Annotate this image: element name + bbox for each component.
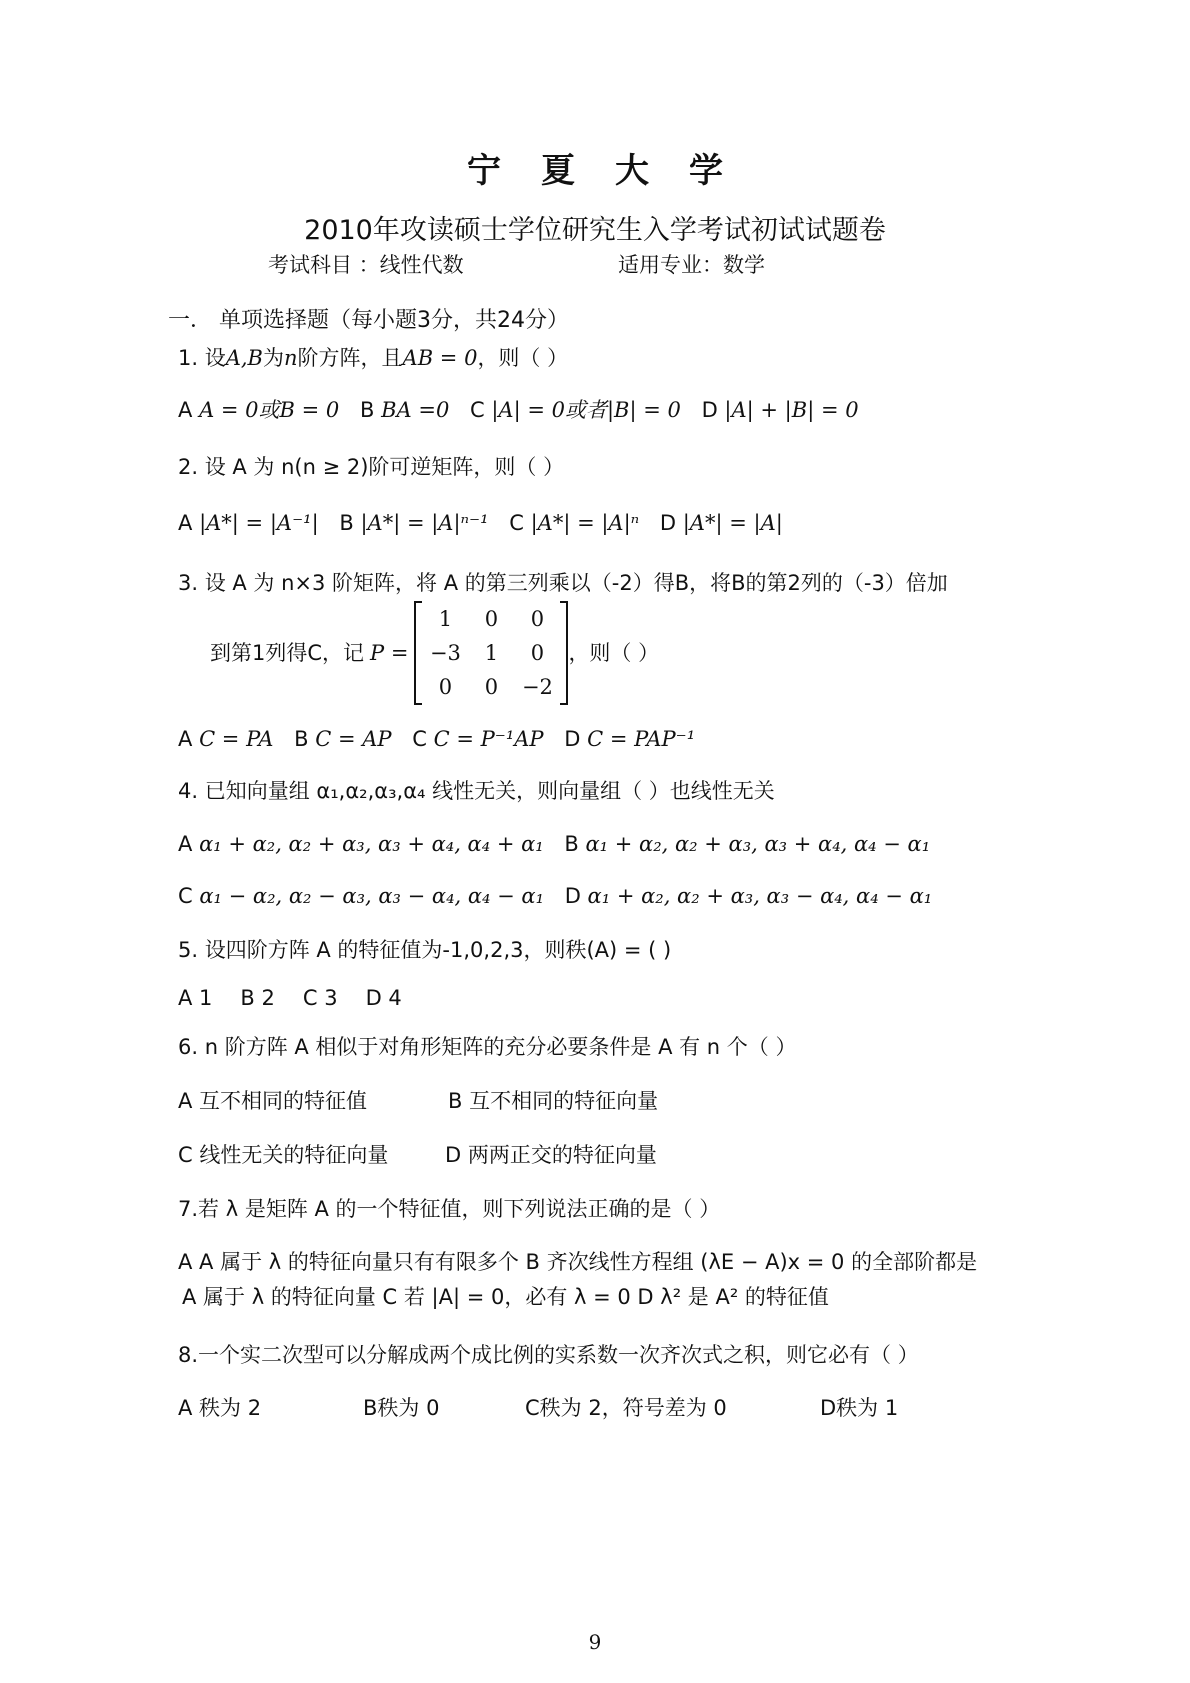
q6-option-c: C 线性无关的特征向量: [178, 1143, 389, 1167]
question-2-options: [178, 508, 797, 538]
option-label: A: [178, 511, 193, 535]
question-5: 5. 设四阶方阵 A 的特征值为-1,0,2,3，则秩(A) = ( ): [178, 938, 672, 962]
question-8: 8.一个实二次型可以分解成两个成比例的实系数一次齐次式之积，则它必有（ ）: [178, 1343, 919, 1367]
option-label: D: [701, 398, 718, 422]
option-label: A: [178, 832, 193, 856]
question-4: 4. 已知向量组 α₁,α₂,α₃,α₄ 线性无关，则向量组（ ）也线性无关: [178, 779, 775, 803]
q3-option-d: C = PAP⁻¹: [587, 727, 696, 751]
option-label: C: [412, 727, 427, 751]
q8-option-b: B秩为 0: [363, 1396, 440, 1420]
question-3-options: [178, 724, 709, 754]
q6-option-b: B 互不相同的特征向量: [448, 1089, 659, 1113]
option-label: A: [178, 398, 193, 422]
option-label: B: [359, 398, 375, 422]
q1-var: A,B: [225, 346, 263, 370]
exam-title: 2010年攻读硕士学位研究生入学考试初试试题卷: [304, 215, 886, 246]
q6-option-d: D 两两正交的特征向量: [445, 1143, 657, 1167]
question-4-options-ab: [178, 829, 944, 859]
question-1: [178, 343, 568, 373]
q3-text: 到第1列得C，记: [210, 641, 365, 665]
matrix-cell: 0: [484, 607, 499, 631]
q1-option-a: A = 0或B = 0: [199, 398, 340, 422]
q5-option-b: B 2: [240, 986, 275, 1010]
q1-option-c: |A| = 0或者|B| = 0: [491, 398, 681, 422]
matrix-cell: 1: [484, 641, 499, 665]
q4-option-a: α₁ + α₂, α₂ + α₃, α₃ + α₄, α₄ + α₁: [199, 832, 544, 856]
q8-option-d: D秩为 1: [820, 1396, 899, 1420]
q8-option-c: C秩为 2，符号差为 0: [525, 1396, 727, 1420]
question-4-options-cd: [178, 881, 946, 911]
q1-text: 1. 设: [178, 346, 226, 370]
question-3-matrix-line: [210, 602, 659, 704]
q1-var: n: [284, 346, 298, 370]
q3-option-a: C = PA: [199, 727, 274, 751]
matrix-cell: −2: [521, 675, 553, 699]
question-5-options: [178, 983, 416, 1013]
section-heading: 一． 单项选择题（每小题3分，共24分）: [168, 308, 569, 333]
q1-text: 阶方阵，且: [297, 346, 403, 370]
q5-option-a: A 1: [178, 986, 213, 1010]
question-2: 2. 设 A 为 n(n ≥ 2)阶可逆矩阵，则（ ）: [178, 455, 565, 479]
q3-text: ，则（ ）: [568, 641, 660, 665]
q1-text: 为: [263, 346, 284, 370]
matrix-cell: 0: [530, 607, 545, 631]
option-label: D: [564, 727, 581, 751]
question-6: 6. n 阶方阵 A 相似于对角形矩阵的充分必要条件是 A 有 n 个（ ）: [178, 1035, 797, 1059]
university-title: 宁夏大学: [467, 151, 763, 191]
q4-option-b: α₁ + α₂, α₂ + α₃, α₃ + α₄, α₄ − α₁: [585, 832, 931, 856]
page-number: 9: [588, 1630, 602, 1654]
option-label: C: [178, 884, 193, 908]
q2-option-a: |A*| = |A⁻¹|: [199, 511, 319, 535]
q8-option-a: A 秩为 2: [178, 1396, 262, 1420]
q3-p-label: P =: [370, 641, 409, 665]
question-7: 7.若 λ 是矩阵 A 的一个特征值，则下列说法正确的是（ ）: [178, 1197, 721, 1221]
matrix-cell: −3: [429, 641, 461, 665]
q7-options-line2: A 属于 λ 的特征向量 C 若 |A| = 0，必有 λ = 0 D λ² 是 A² 的特征值: [182, 1285, 829, 1309]
matrix-p: [414, 602, 568, 704]
q7-options-line1: A A 属于 λ 的特征向量只有有限多个 B 齐次线性方程组 (λE − A)x = 0 的全部阶都是: [178, 1250, 978, 1274]
option-label: B: [294, 727, 309, 751]
exam-subject: 考试科目 ：线性代数: [268, 253, 464, 277]
matrix-cell: 0: [530, 641, 545, 665]
matrix-cell: 0: [438, 675, 453, 699]
question-3: 3. 设 A 为 n×3 阶矩阵，将 A 的第三列乘以（-2）得B，将B的第2列的（-3）倍加: [178, 571, 948, 595]
q6-option-a: A 互不相同的特征值: [178, 1089, 368, 1113]
q4-option-d: α₁ + α₂, α₂ + α₃, α₃ − α₄, α₄ − α₁: [587, 884, 933, 908]
q2-option-c: |A*| = |A|ⁿ: [530, 511, 640, 535]
question-1-options: [178, 395, 873, 425]
q3-option-b: C = AP: [315, 727, 392, 751]
q2-option-b: |A*| = |A|ⁿ⁻¹: [360, 511, 489, 535]
q1-condition: AB = 0: [402, 346, 478, 370]
matrix-cell: 1: [438, 607, 453, 631]
matrix-cell: 0: [484, 675, 499, 699]
q5-option-c: C 3: [302, 986, 338, 1010]
q4-option-c: α₁ − α₂, α₂ − α₃, α₃ − α₄, α₄ − α₁: [199, 884, 544, 908]
q1-option-b: BA =0: [381, 398, 450, 422]
q1-option-d: |A| + |B| = 0: [724, 398, 859, 422]
option-label: D: [564, 884, 581, 908]
q3-option-c: C = P⁻¹AP: [433, 727, 544, 751]
option-label: C: [470, 398, 485, 422]
option-label: B: [564, 832, 579, 856]
q2-option-d: |A*| = |A|: [682, 511, 783, 535]
option-label: C: [509, 511, 524, 535]
option-label: D: [659, 511, 677, 535]
option-label: B: [339, 511, 354, 535]
exam-major: 适用专业：数学: [618, 253, 765, 277]
q1-text: ，则（ ）: [477, 346, 569, 370]
option-label: A: [178, 727, 193, 751]
q5-option-d: D 4: [365, 986, 402, 1010]
